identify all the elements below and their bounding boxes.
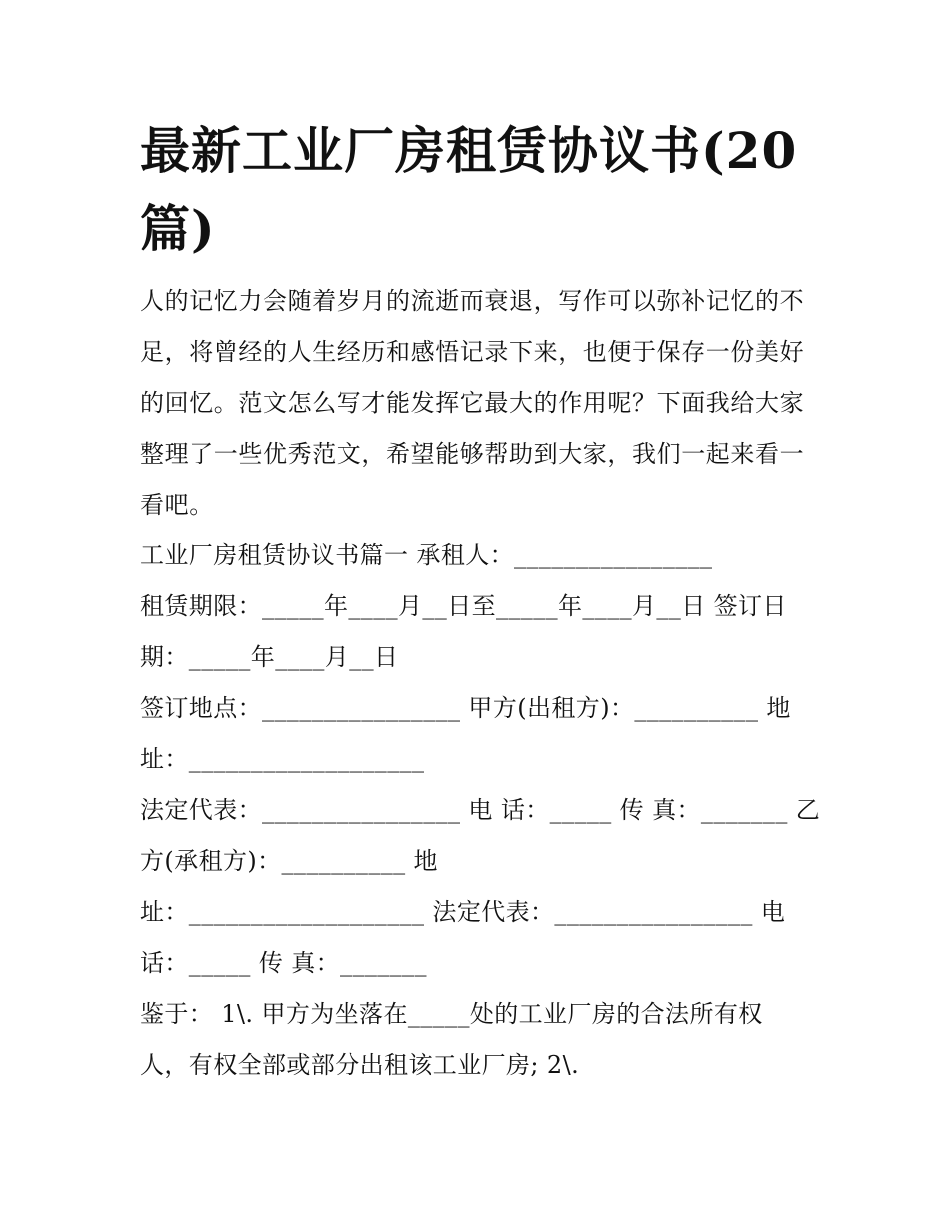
text-line: 签订地点：________________ 甲方(出租方)：__________ 地 [140, 694, 791, 722]
intro-paragraph: 人的记忆力会随着岁月的流逝而衰退，写作可以弥补记忆的不足，将曾经的人生经历和感悟记录下来，也便于保存一份美好的回忆。范文怎么写才能发挥它最大的作用呢？下面我给大家整理了一些优秀范文，希望能够帮助到大家，我们一起来看一看吧。 [140, 287, 805, 519]
text-line: 期：_____年____月__日 [140, 643, 399, 671]
text-line: 方(承租方)：__________ 地 [140, 847, 438, 875]
text-line: 鉴于： 1\. 甲方为坐落在_____处的工业厂房的合法所有权 [140, 1000, 763, 1028]
text-line: 工业厂房租赁协议书篇一 承租人：________________ [140, 541, 713, 569]
text-line: 话：_____ 传 真：_______ [140, 949, 427, 977]
text-line: 址：___________________ [140, 745, 425, 773]
text-line: 法定代表：________________ 电 话：_____ 传 真：_______ 乙 [140, 796, 821, 824]
text-line: 租赁期限：_____年____月__日至_____年____月__日 签订日 [140, 592, 787, 620]
agreement-body [140, 530, 820, 1091]
document-title: 最新工业厂房租赁协议书(20篇) [140, 121, 798, 258]
text-line: 址：___________________ 法定代表：________________ 电 [140, 898, 786, 926]
text-line: 人，有权全部或部分出租该工业厂房; 2\. [140, 1051, 580, 1079]
